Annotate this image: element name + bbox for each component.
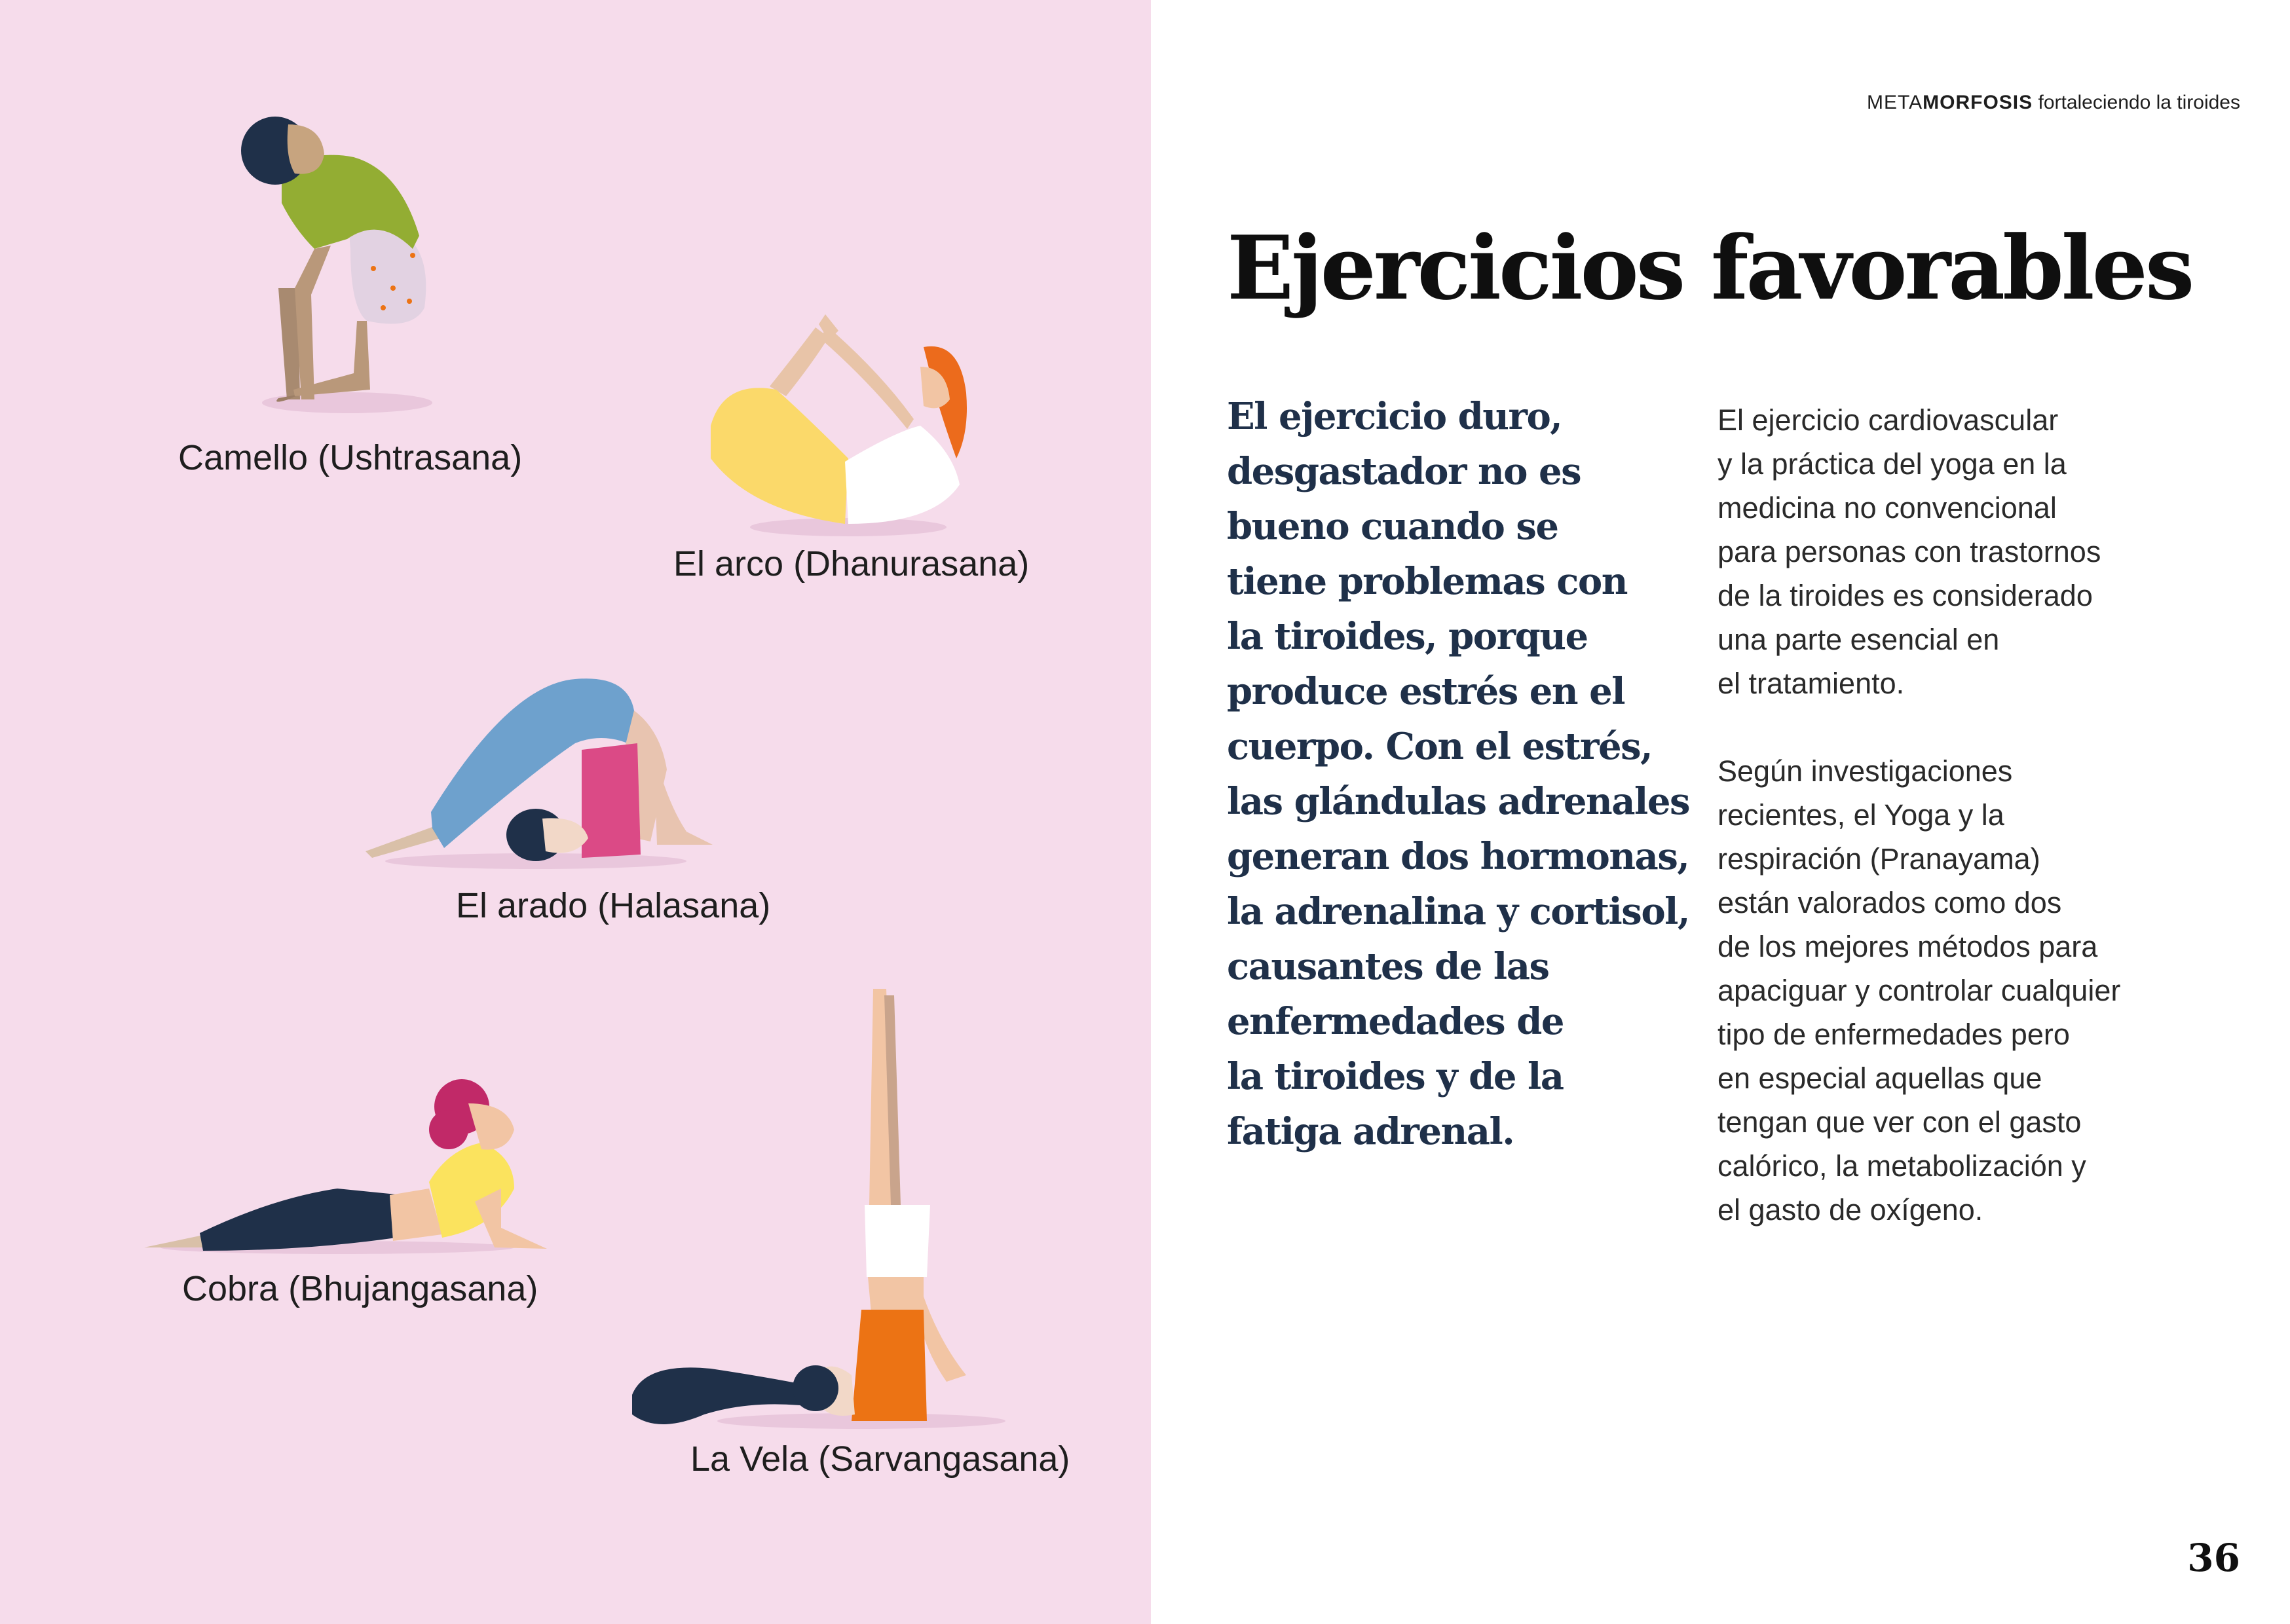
- body-line: están valorados como dos: [1718, 886, 2062, 919]
- plow-pose-figure: [359, 671, 726, 874]
- candle-pose-figure: [626, 989, 1005, 1434]
- body-line: recientes, el Yoga y la: [1718, 798, 2004, 832]
- body-line: apaciguar y controlar cualquier: [1718, 974, 2121, 1007]
- pose-label-cobra: Cobra (Bhujangasana): [182, 1269, 538, 1308]
- lead-line: causantes de las: [1227, 945, 1549, 988]
- page-title: Ejercicios favorables: [1227, 216, 2192, 320]
- pose-label-camel: Camello (Ushtrasana): [178, 438, 523, 477]
- pose-label-candle: La Vela (Sarvangasana): [690, 1439, 1070, 1479]
- lead-line: El ejercicio duro,: [1227, 395, 1562, 438]
- body-line: de la tiroides es considerado: [1718, 579, 2093, 612]
- body-line: El ejercicio cardiovascular: [1718, 403, 2059, 437]
- body-line: el gasto de oxígeno.: [1718, 1193, 1983, 1227]
- body-text: [1718, 398, 2228, 1232]
- body-line: para personas con trastornos: [1718, 535, 2101, 568]
- body-line: respiración (Pranayama): [1718, 842, 2040, 876]
- lead-line: enfermedades de: [1227, 1000, 1564, 1043]
- body-line: el tratamiento.: [1718, 667, 1905, 700]
- cobra-pose-figure: [141, 1058, 560, 1254]
- body-line: en especial aquellas que: [1718, 1061, 2042, 1095]
- page-number: 36: [2187, 1536, 2240, 1580]
- body-line: Según investigaciones: [1718, 754, 2013, 788]
- lead-line: produce estrés en el: [1227, 670, 1625, 713]
- body-line: de los mejores métodos para: [1718, 930, 2098, 963]
- body-line: medicina no convencional: [1718, 491, 2057, 525]
- paragraph-gap: [1718, 705, 2228, 749]
- running-header: [1867, 92, 2240, 114]
- pose-label-plow: El arado (Halasana): [456, 886, 771, 925]
- lead-line: la adrenalina y cortisol,: [1227, 890, 1689, 933]
- lead-line: bueno cuando se: [1227, 505, 1558, 548]
- lead-line: fatiga adrenal.: [1227, 1110, 1514, 1153]
- pose-label-bow: El arco (Dhanurasana): [673, 544, 1030, 583]
- lead-line: la tiroides y de la: [1227, 1055, 1564, 1098]
- brand-light: META: [1867, 92, 1923, 113]
- lead-paragraph: [1227, 389, 1689, 1159]
- body-line: tipo de enfermedades pero: [1718, 1018, 2070, 1051]
- lead-line: tiene problemas con: [1227, 560, 1627, 603]
- lead-line: generan dos hormonas,: [1227, 835, 1689, 878]
- body-line: una parte esencial en: [1718, 623, 2000, 656]
- header-subtitle: fortaleciendo la tiroides: [2038, 92, 2240, 113]
- brand-bold: MORFOSIS: [1923, 92, 2033, 113]
- body-line: calórico, la metabolización y: [1718, 1149, 2086, 1183]
- camel-pose-figure: [216, 92, 465, 426]
- lead-line: cuerpo. Con el estrés,: [1227, 725, 1653, 768]
- bow-pose-figure: [698, 301, 986, 537]
- lead-line: las glándulas adrenales: [1227, 780, 1689, 823]
- lead-line: desgastador no es: [1227, 450, 1581, 493]
- body-line: tengan que ver con el gasto: [1718, 1105, 2082, 1139]
- body-line: y la práctica del yoga en la: [1718, 447, 2067, 481]
- lead-line: la tiroides, porque: [1227, 615, 1588, 658]
